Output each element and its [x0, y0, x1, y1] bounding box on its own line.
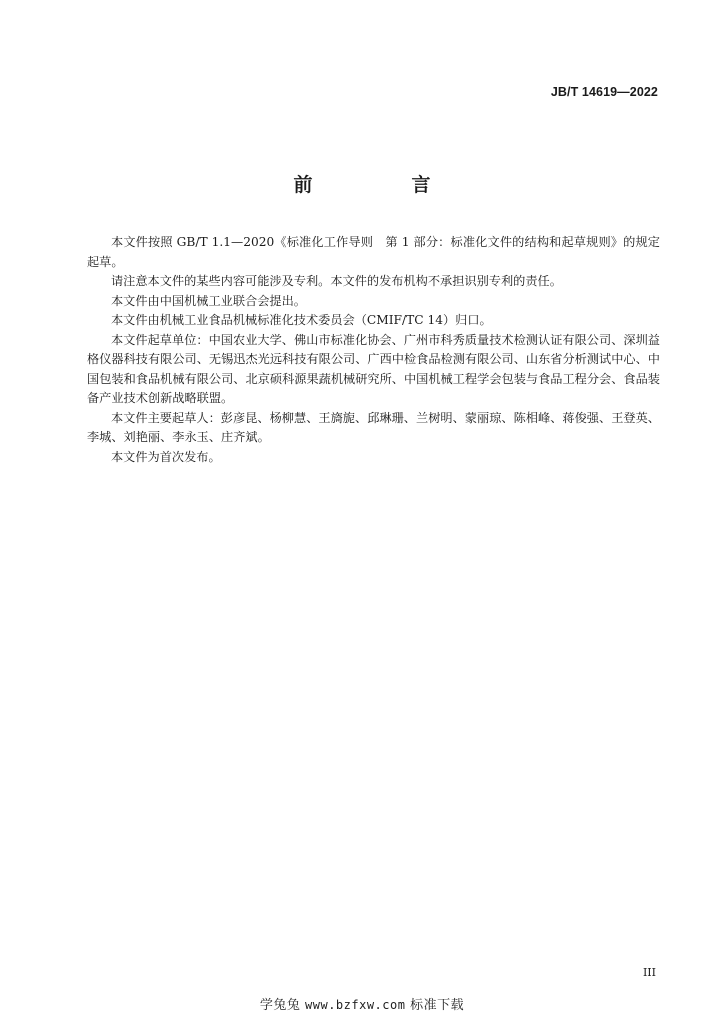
watermark-suffix: 标准下载: [410, 998, 465, 1013]
footer-watermark: [0, 994, 724, 1013]
page-number: III: [642, 966, 656, 979]
paragraph-drafting-rules: 本文件按照 GB/T 1.1—2020《标准化工作导则 第 1 部分：标准化文件的结构和起草规则》的规定起草。: [87, 235, 660, 269]
foreword-body: [87, 233, 660, 467]
paragraph-committee: 本文件由机械工业食品机械标准化技术委员会（CMIF/TC 14）归口。: [111, 313, 492, 327]
paragraph-first-release: 本文件为首次发布。: [111, 449, 221, 464]
paragraph-drafting-units: 本文件起草单位：中国农业大学、佛山市标准化协会、广州市科秀质量技术检测认证有限公司、深圳益格仪器科技有限公司、无锡迅杰光远科技有限公司、广西中检食品检测有限公司、山东省分析测试中心、中国包装和食品机械有限公司、北京硕科源果蔬机械研究所、中国机械工程学会包装与食品工程分会、食品装备产业技术创新战略联盟。: [87, 332, 660, 405]
page-title: 前 言: [293, 174, 471, 196]
paragraph-patent-notice: 请注意本文件的某些内容可能涉及专利。本文件的发布机构不承担识别专利的责任。: [111, 274, 562, 288]
watermark-url[interactable]: www.bzfxw.com: [305, 998, 406, 1012]
paragraph-drafters: 本文件主要起草人：彭彦昆、杨柳慧、王旖旎、邱琳珊、兰树明、蒙丽琼、陈相峰、蒋俊强、王登英、李城、刘艳丽、李永玉、庄齐斌。: [87, 410, 660, 444]
paragraph-proposer: 本文件由中国机械工业联合会提出。: [111, 293, 306, 308]
watermark-prefix: 学兔兔: [259, 998, 301, 1013]
standard-code: JB/T 14619—2022: [550, 85, 658, 99]
